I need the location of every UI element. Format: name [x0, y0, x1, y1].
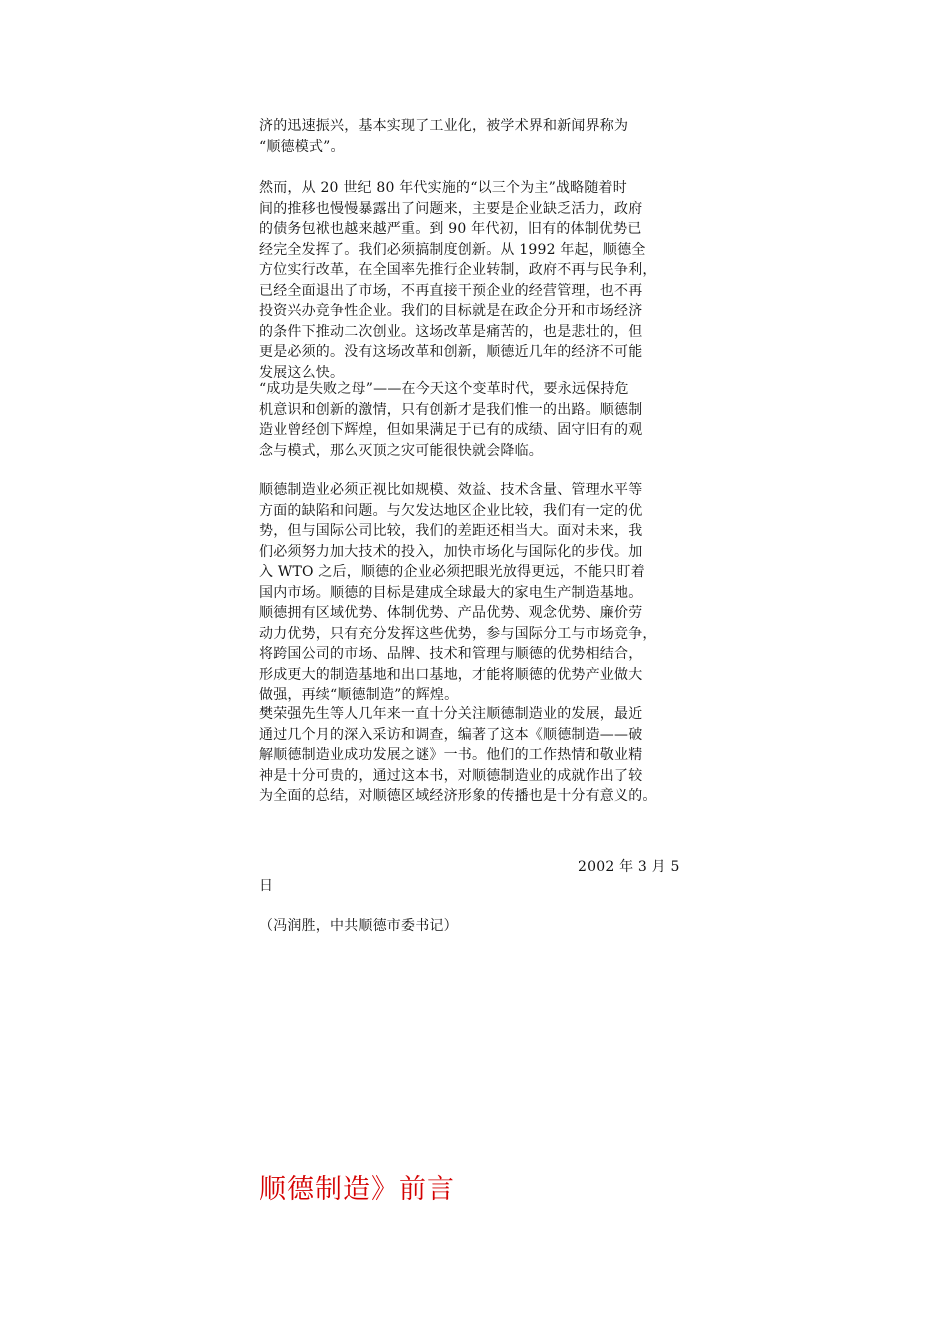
paragraph-2: 然而，从 20 世纪 80 年代实施的“以三个为主”战略随着时 间的推移也慢慢暴露出了问题来，主要是企业缺乏活力，政府 的债务包袱也越来越严重。到 90 年代初，旧有的体制优势已 经完全发挥了。我们必须搞制度创新。从 1992 年起，顺德全 方位实行改革，在全国率先推行企业转制，政府不再与民争利， 已经全面退出了市场，不再直接干预企业的经营管理，也不再 投资兴办竞争性企业。我们的目标就是在政企分开和市场经济 的条件下推动二次创业。这场改革是痛苦的，也是悲壮的，但 更是必须的。没有这场改革和创新，顺德近几年的经济不可能 发展这么快。: [259, 180, 657, 381]
paragraph-4: 顺德制造业必须正视比如规模、效益、技术含量、管理水平等 方面的缺陷和问题。与欠发达地区企业比较，我们有一定的优 势，但与国际公司比较，我们的差距还相当大。面对未来，我 们必须努力加大技术的投入，加快市场化与国际化的步伐。加 入 WTO 之后，顺德的企业必须把眼光放得更远，不能只盯着 国内市场。顺德的目标是建成全球最大的家电生产制造基地。 顺德拥有区域优势、体制优势、产品优势、观念优势、廉价劳 动力优势，只有充分发挥这些优势，参与国际分工与市场竞争， 将跨国公司的市场、品牌、技术和管理与顺德的优势相结合， 形成更大的制造基地和出口基地，才能将顺德的优势产业做大 做强，再续“顺德制造”的辉煌。: [259, 482, 657, 703]
date-day: 日: [259, 878, 273, 894]
paragraph-5: 樊荣强先生等人几年来一直十分关注顺德制造业的发展，最近 通过几个月的深入采访和调查，编著了这本《顺德制造——破 解顺德制造业成功发展之谜》一书。他们的工作热情和敬业精 神是十分可贵的，通过这本书，对顺德制造业的成就作出了较 为全面的总结，对顺德区域经济形象的传播也是十分有意义的。: [259, 706, 657, 804]
date-line: 2002 年 3 月 5: [578, 859, 680, 875]
author-signature: （冯润胜，中共顺德市委书记）: [259, 918, 458, 934]
paragraph-1: 济的迅速振兴，基本实现了工业化，被学术界和新闻界称为 “顺德模式”。: [259, 118, 629, 155]
paragraph-3: “成功是失败之母”——在今天这个变革时代，要永远保持危 机意识和创新的激情，只有创新才是我们惟一的出路。顺德制 造业曾经创下辉煌，但如果满足于已有的成绩、固守旧有的观 念与模式，那么灭顶之灾可能很快就会降临。: [259, 381, 643, 459]
section-title: 顺德制造》前言: [259, 1174, 455, 1205]
